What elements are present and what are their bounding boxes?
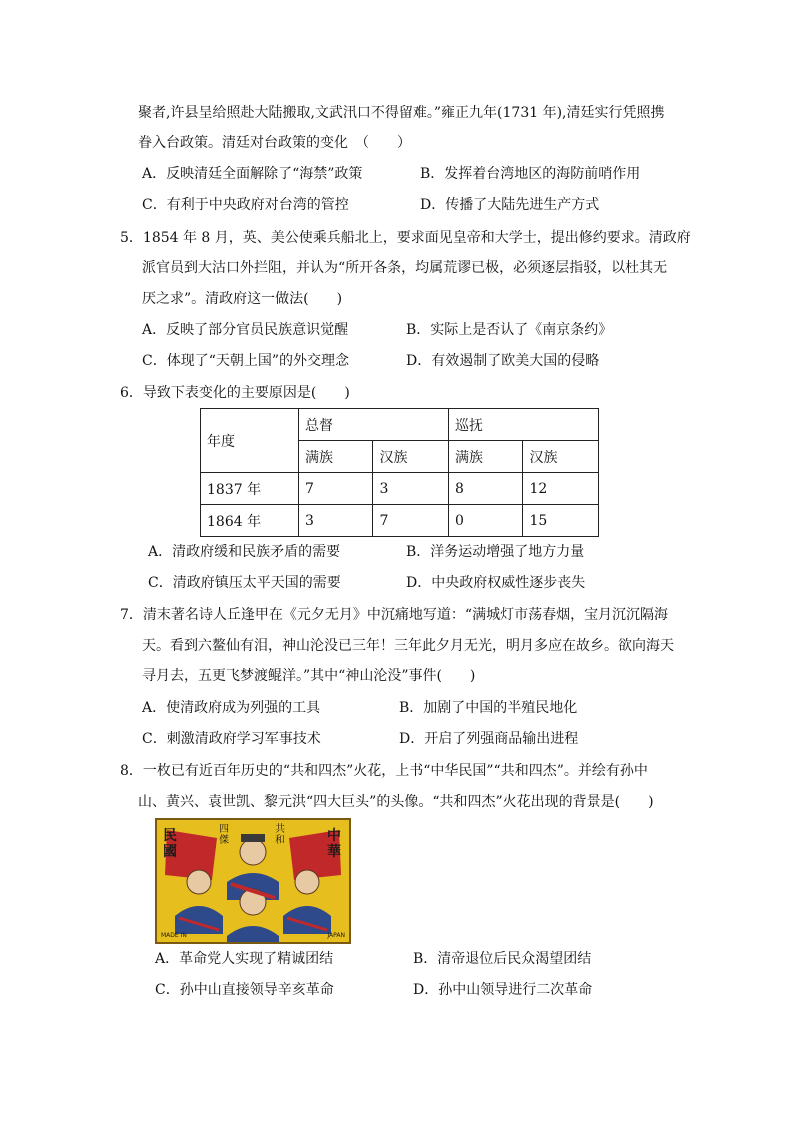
q8-stem-line1: 8．一枚已有近百年历史的“共和四杰”火花，上书“中华民国”“共和四杰”。并绘有孙中 [120,763,648,779]
q6-table [200,408,599,537]
q5-option-b: B．实际上是否认了《南京条约》 [406,322,613,338]
table-cell: 3 [299,505,373,537]
matchbox-label-image [155,818,351,944]
governor-provincial-header: 巡抚 [449,409,599,441]
q7-option-c: C．刺激清政府学习军事技术 [142,731,321,747]
q7-option-d: D．开启了列强商品输出进程 [399,731,579,747]
q7-option-a: A．使清政府成为列强的工具 [142,700,321,716]
q5-option-a: A．反映了部分官员民族意识觉醒 [142,322,349,338]
q4-option-b: B．发挥着台湾地区的海防前哨作用 [420,166,641,182]
q6-stem: 6．导致下表变化的主要原因是( ) [120,385,350,401]
q6-option-d: D．中央政府权威性逐步丧失 [406,575,586,591]
q6-option-a: A．清政府缓和民族矛盾的需要 [148,544,341,560]
q5-stem-line3: 厌之求”。清政府这一做法( ) [142,291,343,307]
q8-option-d: D．孙中山领导进行二次革命 [413,982,593,998]
table-cell: 1837 年 [201,473,299,505]
four-heroes-illustration [157,820,349,942]
poster-made-in: MADE IN [161,932,187,939]
table-row [201,505,599,537]
poster-top-left-text: 四傑 [219,824,229,846]
table-cell: 3 [373,473,449,505]
q7-stem-line2: 天。看到六鳌仙有泪，神山沦没已三年！三年此夕月无光，明月多应在故乡。欲向海天 [142,638,674,654]
q8-option-b: B．清帝退位后民众渴望团结 [413,951,592,967]
q8-option-a: A．革命党人实现了精诚团结 [155,951,334,967]
table-cell: 0 [449,505,523,537]
q7-stem-line3: 寻月去，五更飞梦渡鲲洋。”其中“神山沦没”事件( ) [142,668,476,684]
poster-japan: JAPAN [327,932,345,939]
table-row [201,473,599,505]
q4-stem-line2: 眷入台政策。清廷对台政策的变化 （ ） [138,135,411,151]
q6-option-c: C．清政府镇压太平天国的需要 [148,575,341,591]
table-cell: 15 [523,505,599,537]
table-cell: 12 [523,473,599,505]
q4-option-a: A．反映清廷全面解除了“海禁”政策 [142,166,363,182]
q7-stem-line1: 7．清末著名诗人丘逢甲在《元夕无月》中沉痛地写道：“满城灯市荡春烟，宝月沉沉隔海 [120,607,669,623]
table-cell: 7 [299,473,373,505]
sub-header: 汉族 [523,441,599,473]
q4-option-c: C．有利于中央政府对台湾的管控 [142,197,349,213]
year-header: 年度 [201,409,299,473]
sub-header: 汉族 [373,441,449,473]
poster-top-right-text: 共和 [275,824,285,846]
q5-stem-line1: 5．1854 年 8 月，英、美公使乘兵船北上，要求面见皇帝和大学士，提出修约要求。清政府 [120,230,691,246]
poster-left-text: 民國 [163,828,177,860]
q8-option-c: C．孙中山直接领导辛亥革命 [155,982,334,998]
sub-header: 满族 [449,441,523,473]
q5-option-d: D．有效遏制了欧美大国的侵略 [406,353,600,369]
governor-header: 总督 [299,409,449,441]
q5-stem-line2: 派官员到大沽口外拦阻，并认为“所开各条，均属荒谬已极，必须逐层指驳，以杜其无 [142,260,668,276]
q8-stem-line2: 山、黄兴、袁世凯、黎元洪“四大巨头”的头像。“共和四杰”火花出现的背景是( ) [138,794,654,810]
table-cell: 8 [449,473,523,505]
q4-option-d: D．传播了大陆先进生产方式 [420,197,600,213]
q7-option-b: B．加剧了中国的半殖民地化 [399,700,578,716]
poster-right-text: 中華 [327,828,341,860]
sub-header: 满族 [299,441,373,473]
table-cell: 1864 年 [201,505,299,537]
table-cell: 7 [373,505,449,537]
q5-option-c: C．体现了“天朝上国”的外交理念 [142,353,350,369]
q6-option-b: B．洋务运动增强了地方力量 [406,544,585,560]
q4-stem-line1: 聚者,许县呈给照赴大陆搬取,文武汛口不得留难。”雍正九年(1731 年),清廷实行凭照携 [138,105,665,121]
